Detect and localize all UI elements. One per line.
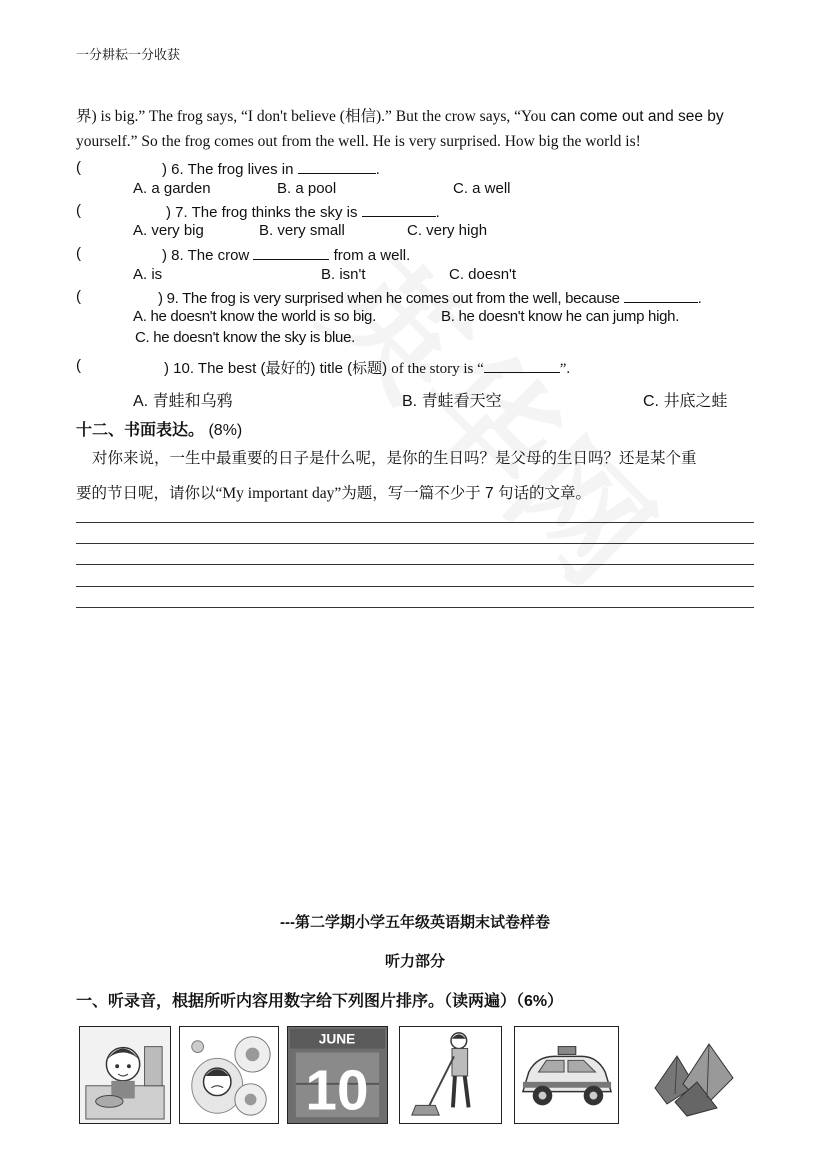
- writing-prompt-line-1: 对你来说，一生中最重要的日子是什么呢，是你的生日吗？是父母的生日吗？还是某个重: [92, 450, 697, 467]
- question-8: ( ) 8. The crow from a well.: [76, 245, 411, 264]
- answer-blank[interactable]: [298, 159, 376, 174]
- calendar-month: JUNE: [318, 1031, 356, 1047]
- writing-prompt-line-2: 要的节日呢，请你以“My important day”为题，写一篇不少于 7 句话的文章。: [76, 485, 591, 502]
- question-10: ( ) 10. The best (最好的) title (标题) of the story is “ ”.: [76, 357, 571, 377]
- answer-blank[interactable]: [362, 202, 436, 217]
- option-a[interactable]: A. very big: [133, 222, 204, 239]
- option-a[interactable]: A. 青蛙和乌鸦: [133, 393, 233, 410]
- option-c[interactable]: C. very high: [407, 222, 488, 239]
- girl-washing-icon: [79, 1026, 171, 1124]
- answer-blank[interactable]: [624, 288, 698, 303]
- answer-blank[interactable]: [253, 245, 329, 260]
- passage-line-1: 界) is big.” The frog says, “I don't believe (相信).” But the crow says, “You can come out and see by: [76, 108, 724, 125]
- option-c[interactable]: C. 井底之蛙: [643, 393, 728, 410]
- question-9-option-c-row: [0, 329, 830, 349]
- option-a[interactable]: A. a garden: [133, 180, 211, 197]
- taxi-icon: [514, 1026, 619, 1124]
- listening-section-1-heading: 一、听录音，根据所听内容用数字给下列图片排序。（读两遍）（6%）: [76, 993, 564, 1010]
- answer-blank[interactable]: [484, 358, 560, 373]
- option-b[interactable]: B. very small: [259, 222, 345, 239]
- boy-sweeping-icon: [399, 1026, 502, 1124]
- sick-boy-icon: [179, 1026, 279, 1124]
- question-6-options: [0, 180, 830, 200]
- question-8-options: [0, 266, 830, 286]
- page-header: 一分耕耘一分收获: [76, 47, 181, 62]
- question-10-options: [0, 388, 830, 408]
- section-12-heading: 十二、书面表达。 (8%): [76, 422, 243, 439]
- option-c[interactable]: C. doesn't: [449, 266, 517, 283]
- zongzi-icon: [647, 1026, 742, 1124]
- writing-line[interactable]: [76, 607, 754, 608]
- writing-line[interactable]: [76, 586, 754, 587]
- question-9-options: [0, 308, 830, 328]
- writing-line[interactable]: [76, 522, 754, 523]
- option-c[interactable]: C. he doesn't know the sky is blue.: [135, 329, 355, 346]
- calendar-icon: [287, 1026, 388, 1124]
- question-6: ( ) 6. The frog lives in .: [76, 159, 380, 178]
- question-7: ( ) 7. The frog thinks the sky is .: [76, 202, 440, 221]
- option-b[interactable]: B. isn't: [321, 266, 366, 283]
- question-9: ( ) 9. The frog is very surprised when he comes out from the well, because .: [76, 288, 702, 307]
- option-a[interactable]: A. he doesn't know the world is so big.: [133, 308, 376, 325]
- question-7-options: [0, 222, 830, 242]
- exam-title: ---第二学期小学五年级英语期末试卷样卷: [280, 914, 550, 931]
- option-a[interactable]: A. is: [133, 266, 163, 283]
- exam-subtitle: 听力部分: [384, 953, 445, 970]
- passage-line-2: yourself.” So the frog comes out from the well. He is very surprised. How big the world is!: [76, 133, 641, 150]
- option-b[interactable]: B. he doesn't know he can jump high.: [441, 308, 680, 325]
- option-b[interactable]: B. 青蛙看天空: [402, 393, 502, 410]
- writing-line[interactable]: [76, 564, 754, 565]
- option-b[interactable]: B. a pool: [277, 180, 337, 197]
- calendar-day: 10: [305, 1059, 369, 1123]
- writing-line[interactable]: [76, 543, 754, 544]
- option-c[interactable]: C. a well: [453, 180, 511, 197]
